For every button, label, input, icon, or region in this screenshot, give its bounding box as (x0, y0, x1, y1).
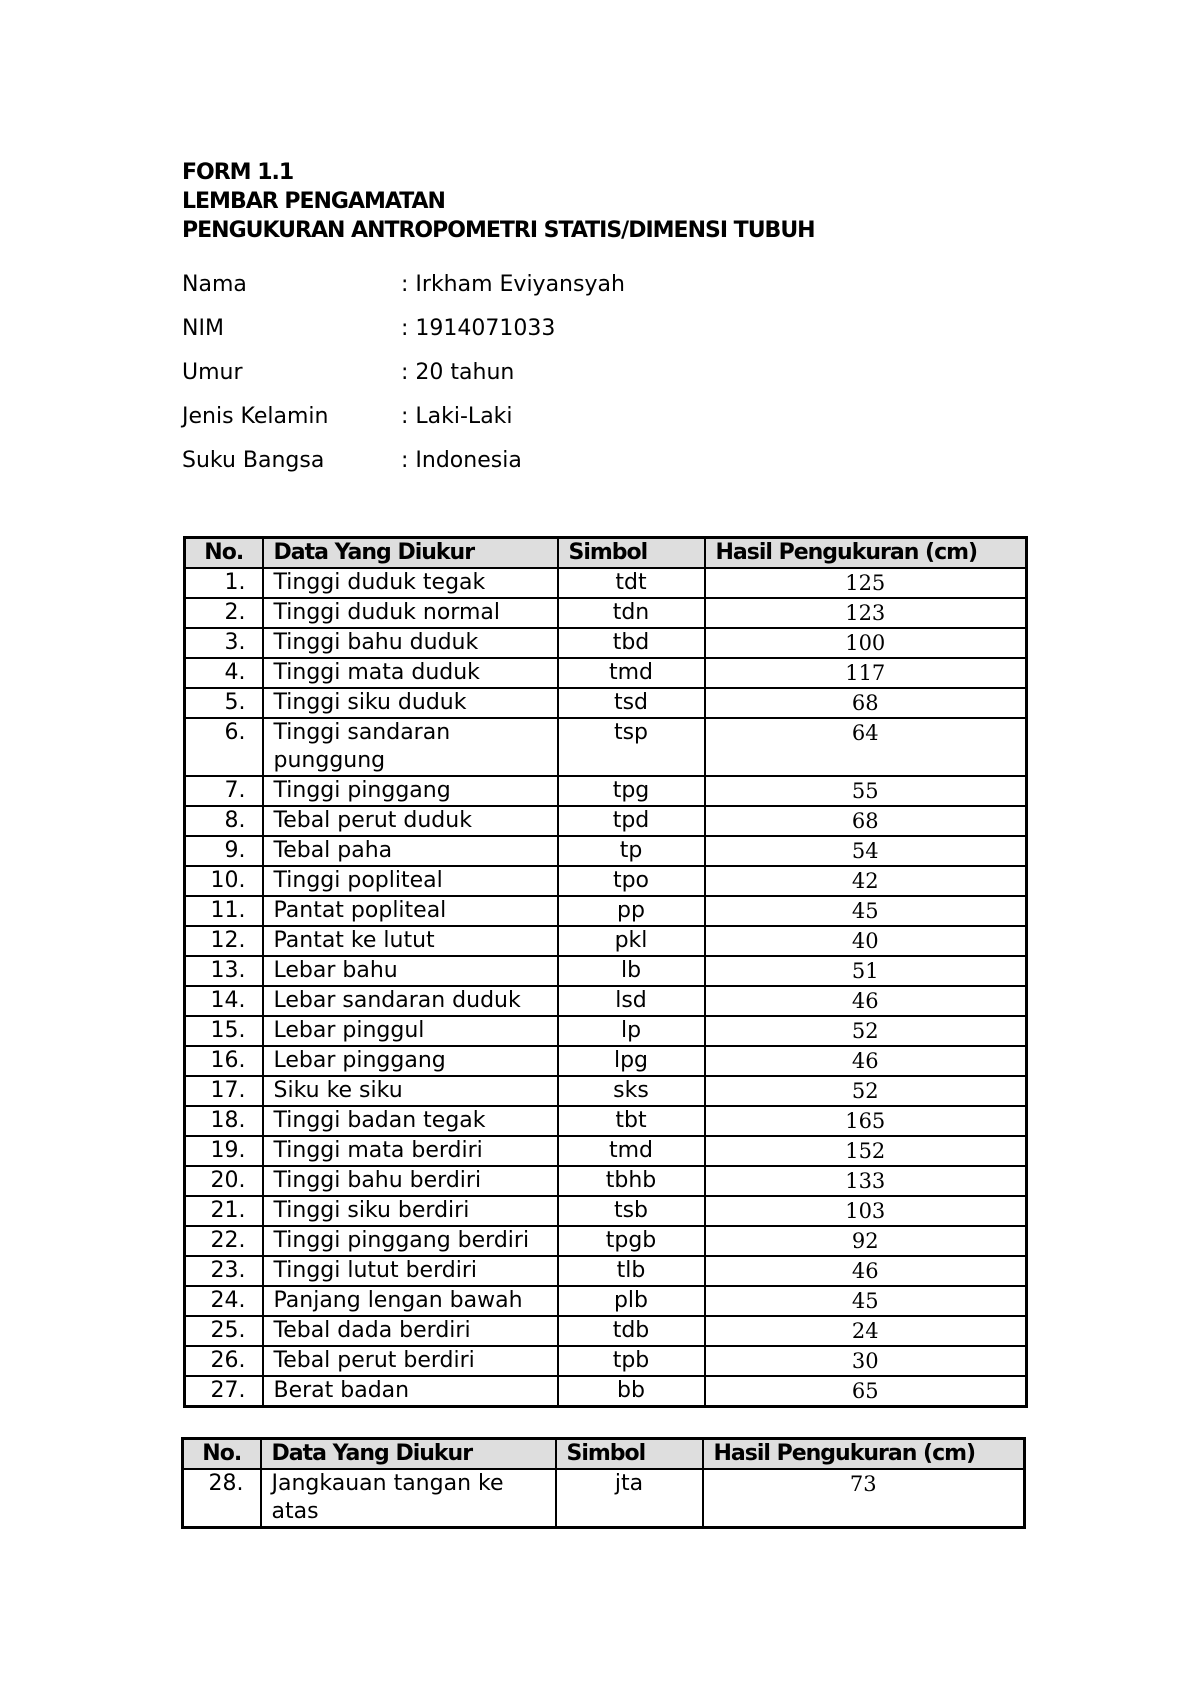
row-result: 24 (705, 1316, 1027, 1346)
table-row (185, 1136, 1027, 1166)
row-measurement-name: Tinggi pinggang berdiri (263, 1226, 558, 1256)
table-row (185, 776, 1027, 806)
row-result: 46 (705, 1046, 1027, 1076)
row-symbol: tpb (558, 1346, 705, 1376)
row-measurement-name: Tinggi lutut berdiri (263, 1256, 558, 1286)
measurement-table-body (185, 568, 1027, 1407)
row-result: 68 (705, 806, 1027, 836)
row-measurement-name: Lebar sandaran duduk (263, 986, 558, 1016)
row-symbol: pp (558, 896, 705, 926)
row-symbol: tdn (558, 598, 705, 628)
row-measurement-name: Pantat ke lutut (263, 926, 558, 956)
row-result: 64 (705, 718, 1027, 776)
row-number: 21. (185, 1196, 263, 1226)
row-number: 19. (185, 1136, 263, 1166)
row-result: 46 (705, 1256, 1027, 1286)
table-row (185, 688, 1027, 718)
row-symbol: tdb (558, 1316, 705, 1346)
row-number: 18. (185, 1106, 263, 1136)
row-measurement-name: Tinggi duduk normal (263, 598, 558, 628)
row-measurement-name: Tinggi duduk tegak (263, 568, 558, 598)
header-result: Hasil Pengukuran (cm) (705, 538, 1027, 569)
form-heading: PENGUKURAN ANTROPOMETRI STATIS/DIMENSI TUBUH (182, 218, 815, 243)
row-symbol: tpg (558, 776, 705, 806)
row-symbol: lp (558, 1016, 705, 1046)
row-result: 45 (705, 1286, 1027, 1316)
row-result: 52 (705, 1076, 1027, 1106)
row-result: 117 (705, 658, 1027, 688)
table-row (185, 628, 1027, 658)
row-number: 20. (185, 1166, 263, 1196)
info-label: Umur (182, 360, 243, 385)
row-result: 45 (705, 896, 1027, 926)
table-row (185, 1196, 1027, 1226)
row-result: 46 (705, 986, 1027, 1016)
row-number: 12. (185, 926, 263, 956)
row-symbol: plb (558, 1286, 705, 1316)
row-measurement-name: Jangkauan tangan ke atas (261, 1469, 556, 1528)
info-label: NIM (182, 316, 224, 341)
table-header-row (185, 538, 1027, 569)
row-number: 27. (185, 1376, 263, 1407)
row-result: 165 (705, 1106, 1027, 1136)
row-symbol: tsp (558, 718, 705, 776)
row-symbol: tpd (558, 806, 705, 836)
row-symbol: tbd (558, 628, 705, 658)
row-result: 73 (703, 1469, 1025, 1528)
row-symbol: lpg (558, 1046, 705, 1076)
row-measurement-name: Tinggi pinggang (263, 776, 558, 806)
table-row (185, 806, 1027, 836)
row-result: 152 (705, 1136, 1027, 1166)
header-no: No. (185, 538, 263, 569)
table-row (185, 1256, 1027, 1286)
row-number: 28. (183, 1469, 261, 1528)
reach-table-body (183, 1469, 1025, 1528)
row-measurement-name: Tinggi badan tegak (263, 1106, 558, 1136)
row-number: 25. (185, 1316, 263, 1346)
form-subtitle: LEMBAR PENGAMATAN (182, 189, 445, 214)
row-symbol: jta (556, 1469, 703, 1528)
row-measurement-name: Tebal dada berdiri (263, 1316, 558, 1346)
row-result: 30 (705, 1346, 1027, 1376)
row-measurement-name: Tinggi sandaran punggung (263, 718, 558, 776)
row-symbol: bb (558, 1376, 705, 1407)
table-row (185, 986, 1027, 1016)
header-result: Hasil Pengukuran (cm) (703, 1439, 1025, 1470)
row-measurement-name: Tinggi mata duduk (263, 658, 558, 688)
info-value: : 20 tahun (401, 360, 515, 385)
row-measurement-name: Siku ke siku (263, 1076, 558, 1106)
row-result: 92 (705, 1226, 1027, 1256)
table-row (185, 1106, 1027, 1136)
row-number: 1. (185, 568, 263, 598)
row-symbol: tbhb (558, 1166, 705, 1196)
table-row (185, 658, 1027, 688)
row-measurement-name: Tebal paha (263, 836, 558, 866)
header-data: Data Yang Diukur (261, 1439, 556, 1470)
table-row (185, 1166, 1027, 1196)
row-symbol: tlb (558, 1256, 705, 1286)
row-measurement-name: Lebar pinggang (263, 1046, 558, 1076)
form-title (182, 158, 815, 245)
info-value: : Indonesia (401, 448, 522, 473)
row-number: 2. (185, 598, 263, 628)
row-number: 5. (185, 688, 263, 718)
row-result: 55 (705, 776, 1027, 806)
row-result: 103 (705, 1196, 1027, 1226)
row-symbol: pkl (558, 926, 705, 956)
info-label: Jenis Kelamin (182, 404, 329, 429)
row-number: 9. (185, 836, 263, 866)
row-number: 7. (185, 776, 263, 806)
info-value: : Laki-Laki (401, 404, 513, 429)
form-number: FORM 1.1 (182, 160, 294, 185)
table-row (185, 1376, 1027, 1407)
table-row (185, 836, 1027, 866)
row-result: 65 (705, 1376, 1027, 1407)
table-row (185, 718, 1027, 776)
table-row (185, 1286, 1027, 1316)
row-measurement-name: Tinggi bahu berdiri (263, 1166, 558, 1196)
row-number: 13. (185, 956, 263, 986)
row-symbol: tmd (558, 658, 705, 688)
row-result: 51 (705, 956, 1027, 986)
reach-table (181, 1437, 1026, 1529)
row-measurement-name: Tinggi siku berdiri (263, 1196, 558, 1226)
row-number: 26. (185, 1346, 263, 1376)
row-symbol: tp (558, 836, 705, 866)
row-number: 10. (185, 866, 263, 896)
table-row (185, 896, 1027, 926)
info-label: Nama (182, 272, 247, 297)
row-symbol: tbt (558, 1106, 705, 1136)
row-result: 100 (705, 628, 1027, 658)
measurement-table (183, 536, 1028, 1408)
row-measurement-name: Panjang lengan bawah (263, 1286, 558, 1316)
row-symbol: tmd (558, 1136, 705, 1166)
row-number: 8. (185, 806, 263, 836)
row-number: 3. (185, 628, 263, 658)
row-result: 68 (705, 688, 1027, 718)
row-number: 14. (185, 986, 263, 1016)
row-measurement-name: Lebar pinggul (263, 1016, 558, 1046)
table-row (185, 866, 1027, 896)
row-measurement-name: Pantat popliteal (263, 896, 558, 926)
row-result: 54 (705, 836, 1027, 866)
row-number: 22. (185, 1226, 263, 1256)
row-number: 11. (185, 896, 263, 926)
header-symbol: Simbol (558, 538, 705, 569)
row-symbol: tpgb (558, 1226, 705, 1256)
row-measurement-name: Tebal perut duduk (263, 806, 558, 836)
table-row (185, 1016, 1027, 1046)
table-row (185, 956, 1027, 986)
row-symbol: tsd (558, 688, 705, 718)
row-symbol: tpo (558, 866, 705, 896)
row-measurement-name: Tinggi mata berdiri (263, 1136, 558, 1166)
row-measurement-name: Tinggi bahu duduk (263, 628, 558, 658)
row-result: 125 (705, 568, 1027, 598)
row-number: 24. (185, 1286, 263, 1316)
row-measurement-name: Berat badan (263, 1376, 558, 1407)
row-measurement-name: Tinggi popliteal (263, 866, 558, 896)
row-number: 6. (185, 718, 263, 776)
header-symbol: Simbol (556, 1439, 703, 1470)
row-number: 23. (185, 1256, 263, 1286)
table-row (185, 1076, 1027, 1106)
row-symbol: tdt (558, 568, 705, 598)
table-row (185, 1226, 1027, 1256)
row-measurement-name: Tebal perut berdiri (263, 1346, 558, 1376)
table-row (185, 1346, 1027, 1376)
info-value: : Irkham Eviyansyah (401, 272, 625, 297)
table-row (183, 1469, 1025, 1528)
row-number: 4. (185, 658, 263, 688)
table-row (185, 1316, 1027, 1346)
row-result: 133 (705, 1166, 1027, 1196)
table-header-row (183, 1439, 1025, 1470)
header-no: No. (183, 1439, 261, 1470)
row-symbol: tsb (558, 1196, 705, 1226)
row-symbol: lsd (558, 986, 705, 1016)
table-row (185, 598, 1027, 628)
header-data: Data Yang Diukur (263, 538, 558, 569)
info-label: Suku Bangsa (182, 448, 325, 473)
table-row (185, 568, 1027, 598)
row-result: 123 (705, 598, 1027, 628)
row-result: 42 (705, 866, 1027, 896)
row-number: 15. (185, 1016, 263, 1046)
row-symbol: lb (558, 956, 705, 986)
row-measurement-name: Lebar bahu (263, 956, 558, 986)
row-result: 52 (705, 1016, 1027, 1046)
info-value: : 1914071033 (401, 316, 556, 341)
row-number: 16. (185, 1046, 263, 1076)
row-measurement-name: Tinggi siku duduk (263, 688, 558, 718)
row-number: 17. (185, 1076, 263, 1106)
row-result: 40 (705, 926, 1027, 956)
table-row (185, 926, 1027, 956)
table-row (185, 1046, 1027, 1076)
row-symbol: sks (558, 1076, 705, 1106)
